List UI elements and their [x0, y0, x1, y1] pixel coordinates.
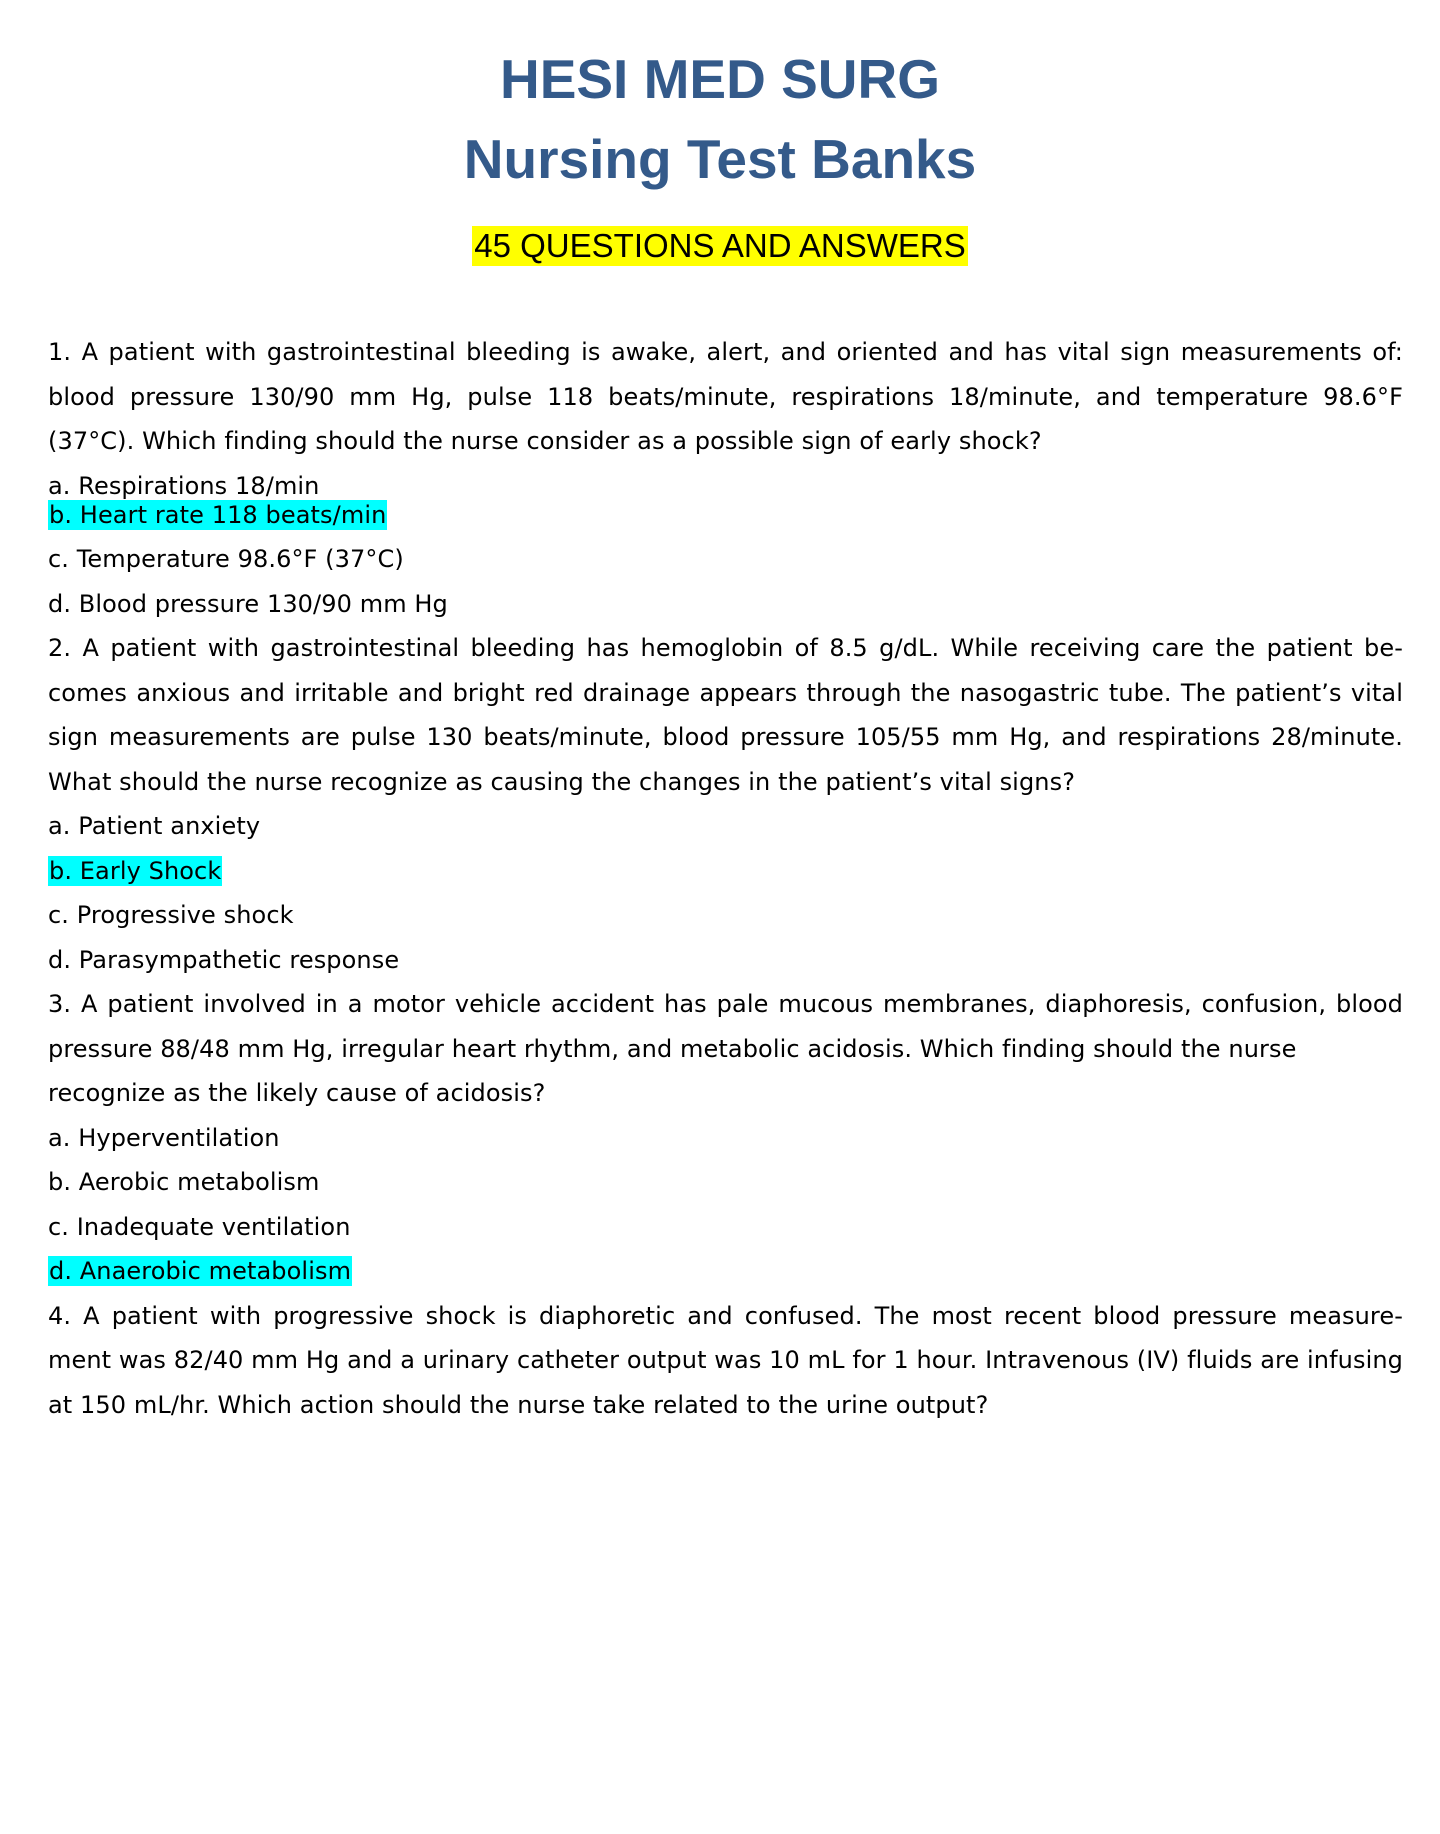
question-1-option-c — [48, 537, 1403, 582]
question-2-option-a — [48, 804, 1403, 849]
question-1-option-a — [48, 464, 1403, 500]
question-4-stem-line-1: 4. A patient with progressive shock is diaphoretic and confused. The most recent blood pressure measure- — [48, 1301, 1403, 1330]
question-1-stem-line-3: (37°C). Which finding should the nurse consider as a possible sign of early shock? — [48, 427, 1042, 455]
question-3-option-b — [48, 1160, 1403, 1205]
question-4 — [48, 1294, 1403, 1428]
option-text: b. Aerobic metabolism — [48, 1168, 320, 1196]
question-3 — [48, 982, 1403, 1294]
option-text: a. Respirations 18/min — [48, 471, 320, 500]
option-text: a. Hyperventilation — [48, 1123, 280, 1152]
option-text: d. Blood pressure 130/90 mm Hg — [48, 589, 448, 618]
question-1-option-d — [48, 582, 1403, 627]
question-1-stem-line-1: 1. A patient with gastrointestinal bleeding is awake, alert, and oriented and has vital sign measurements of: — [48, 338, 1403, 366]
question-3-stem-line-1: 3. A patient involved in a motor vehicle accident has pale mucous membranes, diaphoresis, confusion, blood — [48, 990, 1403, 1018]
correct-answer-highlight: b. Heart rate 118 beats/min — [49, 500, 387, 529]
question-2-stem-line-2: comes anxious and irritable and bright red drainage appears through the nasogastric tube. The patient’s vital — [48, 678, 1403, 707]
document-title-line-2: Nursing Test Banks — [463, 128, 977, 190]
correct-answer-highlight: d. Anaerobic metabolism — [49, 1257, 352, 1285]
option-text: c. Inadequate ventilation — [48, 1212, 351, 1241]
question-3-option-d — [48, 1249, 1403, 1294]
question-4-stem-line-2: ment was 82/40 mm Hg and a urinary catheter output was 10 mL for 1 hour. Intravenous (IV) fluids are infusing — [48, 1346, 1403, 1374]
document-title-line-1: HESI MED SURG — [499, 48, 941, 110]
question-1-option-b — [48, 493, 1403, 538]
question-1-stem-line-2: blood pressure 130/90 mm Hg, pulse 118 beats/minute, respirations 18/minute, and temperature 98.6°F — [48, 382, 1403, 411]
question-3-option-c — [48, 1205, 1403, 1250]
question-2-option-d — [48, 938, 1403, 983]
question-2-option-b — [48, 849, 1403, 894]
questions-body — [48, 330, 1403, 1427]
document-subtitle: 45 QUESTIONS AND ANSWERS — [474, 227, 966, 264]
option-text: c. Progressive shock — [48, 901, 294, 929]
question-3-stem-line-2: pressure 88/48 mm Hg, irregular heart rhythm, and metabolic acidosis. Which finding should the nurse — [48, 1034, 1297, 1063]
question-4-stem-line-3: at 150 mL/hr. Which action should the nurse take related to the urine output? — [48, 1390, 989, 1419]
option-text: d. Parasympathetic response — [48, 945, 400, 974]
option-text: a. Patient anxiety — [48, 812, 261, 840]
correct-answer-highlight: b. Early Shock — [49, 856, 222, 885]
question-2 — [48, 626, 1403, 982]
option-text: c. Temperature 98.6°F (37°C) — [48, 545, 404, 573]
question-2-stem-line-4: What should the nurse recognize as causing the changes in the patient’s vital signs? — [48, 767, 1076, 796]
question-2-stem-line-1: 2. A patient with gastrointestinal bleeding has hemoglobin of 8.5 g/dL. While receiving care the patient be- — [48, 634, 1403, 662]
question-3-stem-line-3: recognize as the likely cause of acidosis? — [48, 1079, 546, 1107]
question-1 — [48, 330, 1403, 626]
subtitle-container — [0, 226, 1440, 266]
question-3-option-a — [48, 1116, 1403, 1161]
question-2-stem-line-3: sign measurements are pulse 130 beats/minute, blood pressure 105/55 mm Hg, and respirations 28/minute. — [48, 723, 1403, 751]
question-2-option-c — [48, 893, 1403, 938]
